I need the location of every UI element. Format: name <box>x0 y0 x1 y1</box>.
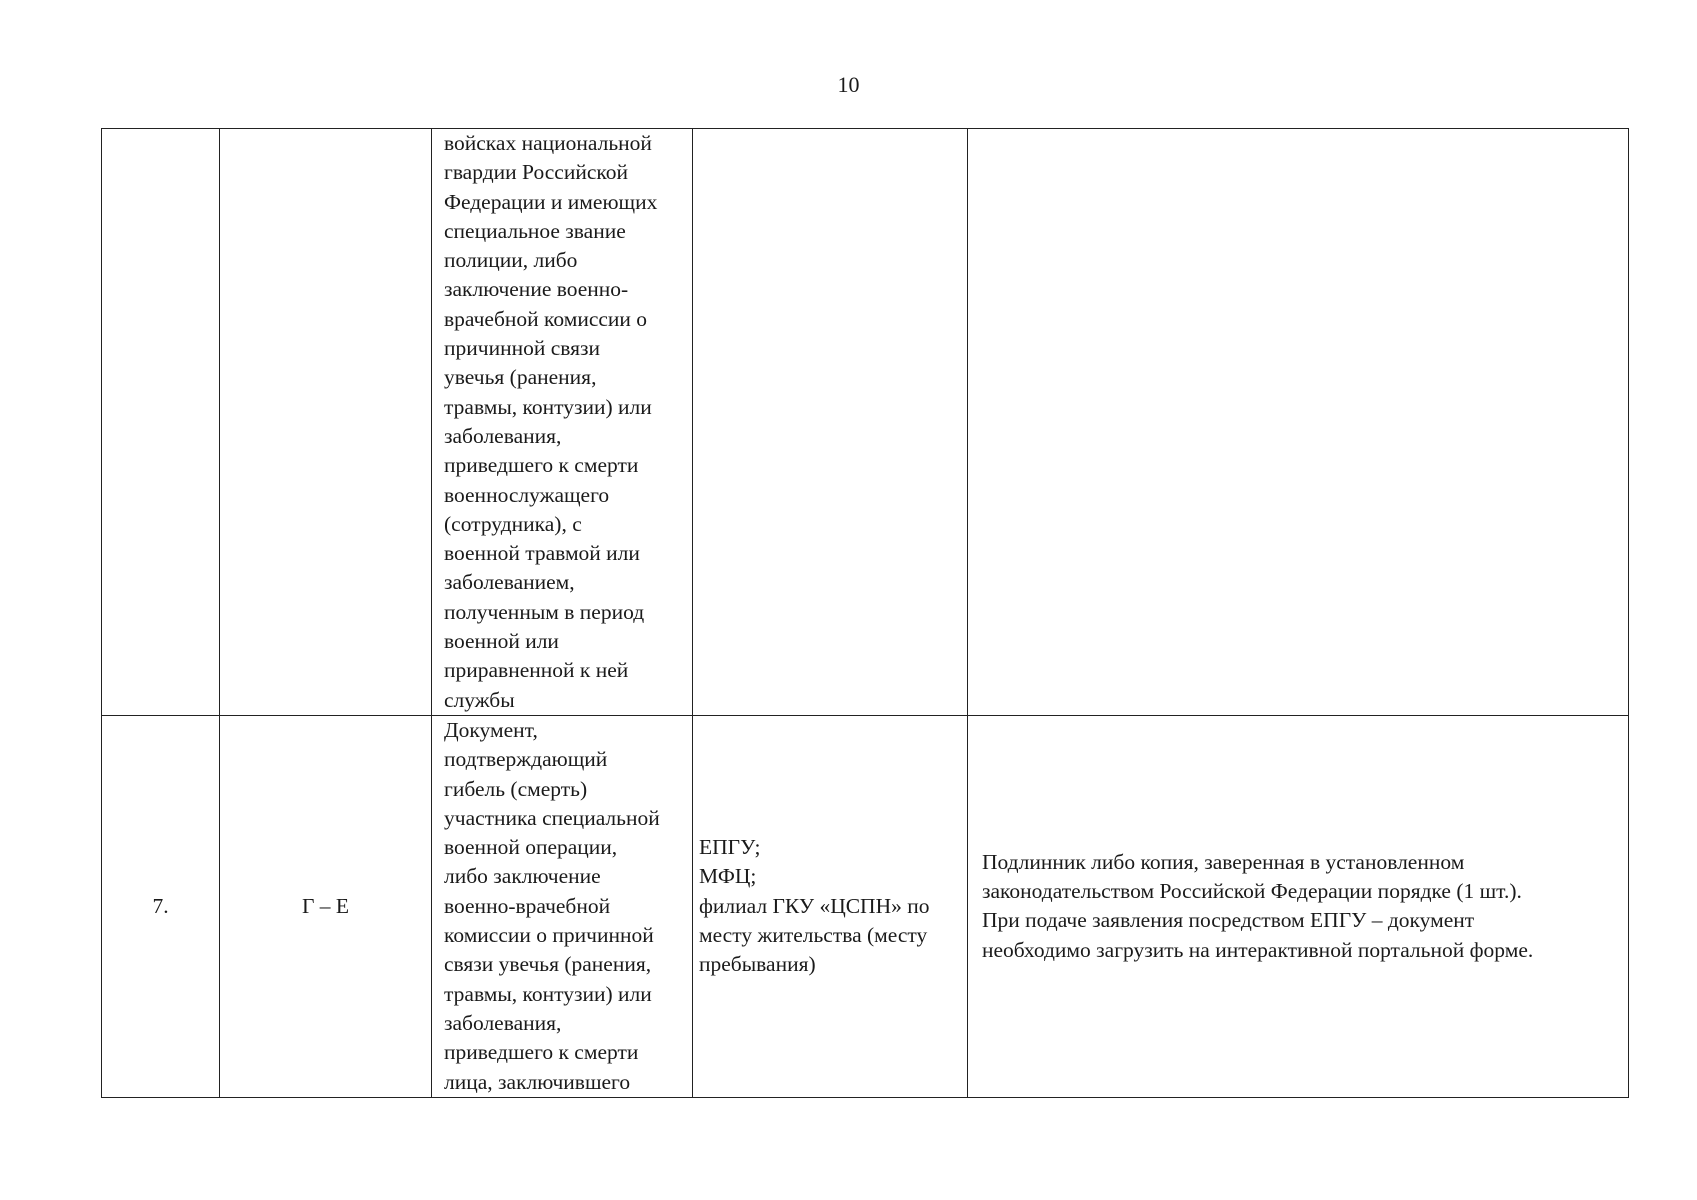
category-cell <box>220 129 432 716</box>
submission-place-cell: ЕПГУ; МФЦ; филиал ГКУ «ЦСПН» по месту жительства (месту пребывания) <box>693 715 968 1097</box>
documents-table <box>101 128 1629 1098</box>
document-cell: войсках национальной гвардии Российской Федерации и имеющих специальное звание полиции, либо заключение военно- врачебной комиссии о причинной связи увечья (ранения, травмы, контузии) или заболевания, приведшего к смерти военнослужащего (сотрудника), с военной травмой или заболеванием, полученным в период военной или приравненной к ней службы <box>432 129 693 716</box>
table-row <box>102 715 1629 1097</box>
category-cell: Г – Е <box>220 715 432 1097</box>
requirements-cell: Подлинник либо копия, заверенная в установленном законодательством Российской Федерации порядке (1 шт.). При подаче заявления посредством ЕПГУ – документ необходимо загрузить на интерактивной портальной форме. <box>968 715 1629 1097</box>
row-number-cell: 7. <box>102 715 220 1097</box>
requirements-cell <box>968 129 1629 716</box>
submission-place-cell <box>693 129 968 716</box>
page-number: 10 <box>837 72 860 97</box>
row-number-cell <box>102 129 220 716</box>
document-cell: Документ, подтверждающий гибель (смерть) участника специальной военной операции, либо заключение военно-врачебной комиссии о причинной связи увечья (ранения, травмы, контузии) или заболевания, приведшего к смерти лица, заключившего <box>432 715 693 1097</box>
table-row <box>102 129 1629 716</box>
